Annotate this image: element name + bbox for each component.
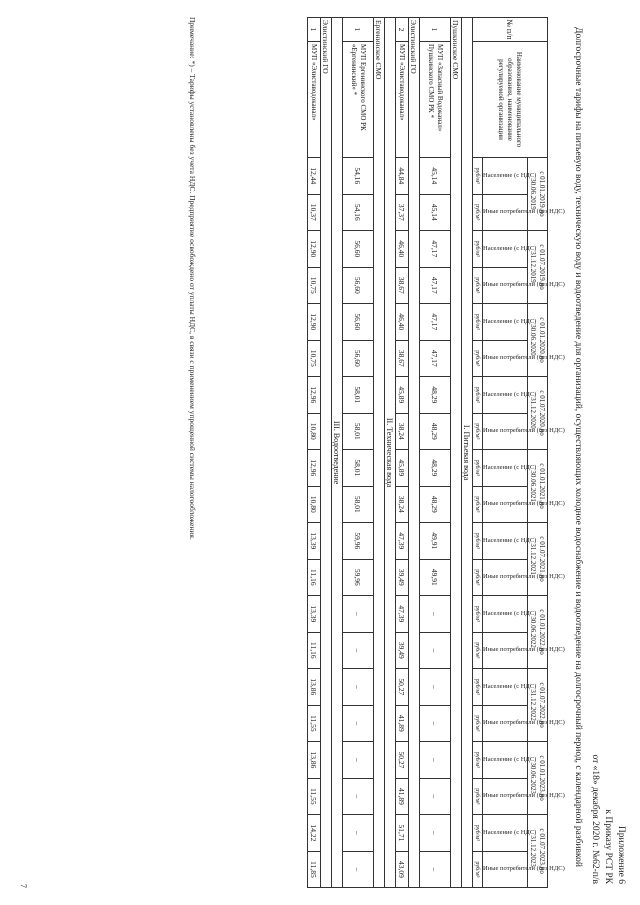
row-number: 2 [396,18,409,42]
other-consumers-subheader: Иные потребители (без НДС) [483,354,565,362]
tariff-cell: 12,90 [308,304,321,341]
municipality-row [451,18,462,888]
order-date: от «18» декабря 2020 г. №62-п/в [590,754,600,884]
tariff-cell: 38,24 [396,486,409,523]
order-reference: к Приказу РСТ РК [603,809,613,884]
unit-label: руб/м³ [473,596,483,633]
unit-label: руб/м³ [473,413,483,450]
other-consumers-subheader: Иные потребители (без НДС) [483,573,565,581]
population-subheader: Население (с НДС) [483,609,537,617]
tariff-cell: 48,29 [420,450,451,487]
section-title: II. Техническая вода [385,18,396,888]
other-consumers-subheader: Иные потребители (без НДС) [483,500,565,508]
tariff-cell: 48,29 [420,413,451,450]
tariff-cell: 39,49 [396,559,409,596]
tariff-cell: – [420,596,451,633]
tariff-cell: 47,39 [396,523,409,560]
population-subheader: Население (с НДС) [483,317,537,325]
tariff-cell: 12,44 [308,158,321,195]
tariff-cell: 38,67 [396,267,409,304]
unit-label: руб/м³ [473,450,483,487]
tariff-cell: – [343,705,374,742]
tariff-cell: 51,71 [396,815,409,852]
tariff-cell: 10,80 [308,413,321,450]
tariff-cell: 13,39 [308,596,321,633]
row-number: 1 [420,18,451,42]
tariff-cell: 41,89 [396,705,409,742]
tariff-cell: 44,84 [396,158,409,195]
tariff-cell: – [420,669,451,706]
population-subheader: Население (с НДС) [483,755,537,763]
tariff-cell: – [343,596,374,633]
tariff-cell: 58,01 [343,377,374,414]
tariff-cell: 14,22 [308,815,321,852]
organization-name: МУП «Элиставодоканал» [396,42,409,158]
table-row [343,18,374,888]
section-row [462,18,473,888]
unit-label: руб/м³ [473,304,483,341]
period-header: с 01.07.2023 по 31.12.2023 [528,815,548,888]
population-subheader: Население (с НДС) [483,244,537,252]
period-header: с 01.07.2019 по 31.12.2019 [528,231,548,304]
tariff-cell: – [420,778,451,815]
table-row [420,18,451,888]
tariff-cell: 13,86 [308,742,321,779]
municipality-name: Ергенинское СМО [374,18,385,888]
tariff-cell: 46,40 [396,231,409,268]
tariff-table [307,17,565,888]
period-header: с 01.01.2022 по 30.06.2022 [528,596,548,669]
section-title: III. Водоотведение [332,18,343,888]
municipality-row [321,18,332,888]
unit-label: руб/м³ [473,851,483,888]
period-header: с 01.01.2019 по 30.06.2019 [528,158,548,231]
tariff-cell: 13,39 [308,523,321,560]
table-row [308,18,321,888]
unit-label: руб/м³ [473,559,483,596]
tariff-cell: 45,89 [396,377,409,414]
tariff-cell: 47,39 [396,596,409,633]
tariff-cell: 59,96 [343,559,374,596]
tariff-cell: – [420,705,451,742]
tariff-cell: 50,27 [396,742,409,779]
tariff-cell: 13,86 [308,669,321,706]
tariff-cell: 12,90 [308,231,321,268]
tariff-cell: 45,89 [396,450,409,487]
unit-label: руб/м³ [473,632,483,669]
document-title: Долгосрочные тарифы на питьевую воду, техническую воду и водоотведение для организаций, осуществляющих холодное водоснабжение и водоотведение на долгосрочный период, с календарной разбивкой [573,27,583,867]
tariff-cell: 47,17 [420,231,451,268]
tariff-cell: 39,49 [396,632,409,669]
tariff-cell: 47,17 [420,340,451,377]
tariff-cell: – [343,632,374,669]
tariff-cell: – [343,851,374,888]
tariff-cell: – [420,815,451,852]
tariff-cell: 38,24 [396,413,409,450]
tariff-cell: 41,89 [396,778,409,815]
tariff-cell: 10,80 [308,486,321,523]
tariff-cell: – [343,742,374,779]
column-header-organization: Наименование муниципального образования, наименование регулируемой организации [473,42,548,158]
row-number: 1 [308,18,321,42]
unit-label: руб/м³ [473,340,483,377]
tariff-cell: 43,09 [396,851,409,888]
tariff-cell: 56,60 [343,231,374,268]
period-header: с 01.07.2022 по 31.12.2022 [528,669,548,742]
unit-label: руб/м³ [473,815,483,852]
tariff-cell: – [343,778,374,815]
tariff-cell: 58,01 [343,413,374,450]
population-subheader: Население (с НДС) [483,463,537,471]
rotated-landscape-sheet [2,3,632,898]
tariff-cell: 54,16 [343,194,374,231]
unit-label: руб/м³ [473,231,483,268]
tariff-cell: 49,91 [420,559,451,596]
tariff-cell: 10,37 [308,194,321,231]
tariff-cell: 11,55 [308,705,321,742]
other-consumers-subheader: Иные потребители (без НДС) [483,427,565,435]
tariff-cell: 11,85 [308,851,321,888]
period-header: с 01.01.2020 по 30.06.2020 [528,304,548,377]
tariff-cell: – [343,669,374,706]
population-subheader: Население (с НДС) [483,682,537,690]
tariff-cell: – [343,815,374,852]
tariff-cell: 45,14 [420,158,451,195]
tariff-cell: 11,16 [308,559,321,596]
municipality-row [409,18,420,888]
tariff-cell: 54,16 [343,158,374,195]
tariff-cell: 10,75 [308,267,321,304]
section-row [332,18,343,888]
tariff-cell: 11,55 [308,778,321,815]
tariff-cell: 38,67 [396,340,409,377]
unit-label: руб/м³ [473,742,483,779]
tariff-cell: 56,60 [343,340,374,377]
population-subheader: Население (с НДС) [483,828,537,836]
organization-name: МУП «Элиставодоканал» [308,42,321,158]
population-subheader: Население (с НДС) [483,171,537,179]
unit-label: руб/м³ [473,486,483,523]
other-consumers-subheader: Иные потребители (без НДС) [483,865,565,873]
section-row [385,18,396,888]
tariff-cell: 47,17 [420,304,451,341]
tariff-cell: – [420,742,451,779]
organization-name: МУП Ергенинского СМО РК «Ергенинский» * [343,42,374,158]
tariff-cell: 49,91 [420,523,451,560]
tariff-cell: 48,29 [420,486,451,523]
tariff-cell: – [420,632,451,669]
table-row [396,18,409,888]
tariff-cell: 58,01 [343,450,374,487]
tariff-cell: 12,96 [308,450,321,487]
tariff-cell: 37,37 [396,194,409,231]
tariff-cell: 10,75 [308,340,321,377]
tariff-cell: 56,60 [343,267,374,304]
unit-label: руб/м³ [473,705,483,742]
municipality-name: Пушкинское СМО [451,18,462,888]
tariff-cell: 56,60 [343,304,374,341]
footnote: Примечание: *) – Тарифы установлены без учета НДС. Предприятие освобождено от уплаты НДС, в связи с применением упрощенной системы налогообложения. [188,17,197,540]
other-consumers-subheader: Иные потребители (без НДС) [483,792,565,800]
tariff-cell: 11,16 [308,632,321,669]
unit-label: руб/м³ [473,377,483,414]
tariff-cell: – [420,851,451,888]
tariff-cell: 48,29 [420,377,451,414]
unit-label: руб/м³ [473,669,483,706]
appendix-label: Приложение 6 [616,825,626,884]
period-header: с 01.01.2021 по 30.06.2021 [528,450,548,523]
population-subheader: Население (с НДС) [483,390,537,398]
column-header-number: № п/п [473,18,548,42]
tariff-cell: 46,40 [396,304,409,341]
other-consumers-subheader: Иные потребители (без НДС) [483,208,565,216]
other-consumers-subheader: Иные потребители (без НДС) [483,719,565,727]
row-number: 1 [343,18,374,42]
organization-name: МУП «Запасный Водоканал» Пушкинского СМО РК * [420,42,451,158]
tariff-cell: 58,01 [343,486,374,523]
unit-label: руб/м³ [473,194,483,231]
period-header: с 01.07.2020 по 31.12.2020 [528,377,548,450]
tariff-cell: 12,96 [308,377,321,414]
tariff-cell: 50,27 [396,669,409,706]
section-title: I. Питьевая вода [462,18,473,888]
unit-label: руб/м³ [473,523,483,560]
page-number: 7 [19,884,28,888]
tariff-cell: 47,17 [420,267,451,304]
period-header: с 01.07.2021 по 31.12.2021 [528,523,548,596]
other-consumers-subheader: Иные потребители (без НДС) [483,281,565,289]
tariff-cell: 45,14 [420,194,451,231]
population-subheader: Население (с НДС) [483,536,537,544]
unit-label: руб/м³ [473,778,483,815]
municipality-row [374,18,385,888]
other-consumers-subheader: Иные потребители (без НДС) [483,646,565,654]
period-header: с 01.01.2023 по 30.06.2023 [528,742,548,815]
municipality-name: Элистинский ГО [321,18,332,888]
unit-label: руб/м³ [473,158,483,195]
unit-label: руб/м³ [473,267,483,304]
municipality-name: Элистинский ГО [409,18,420,888]
tariff-cell: 59,96 [343,523,374,560]
